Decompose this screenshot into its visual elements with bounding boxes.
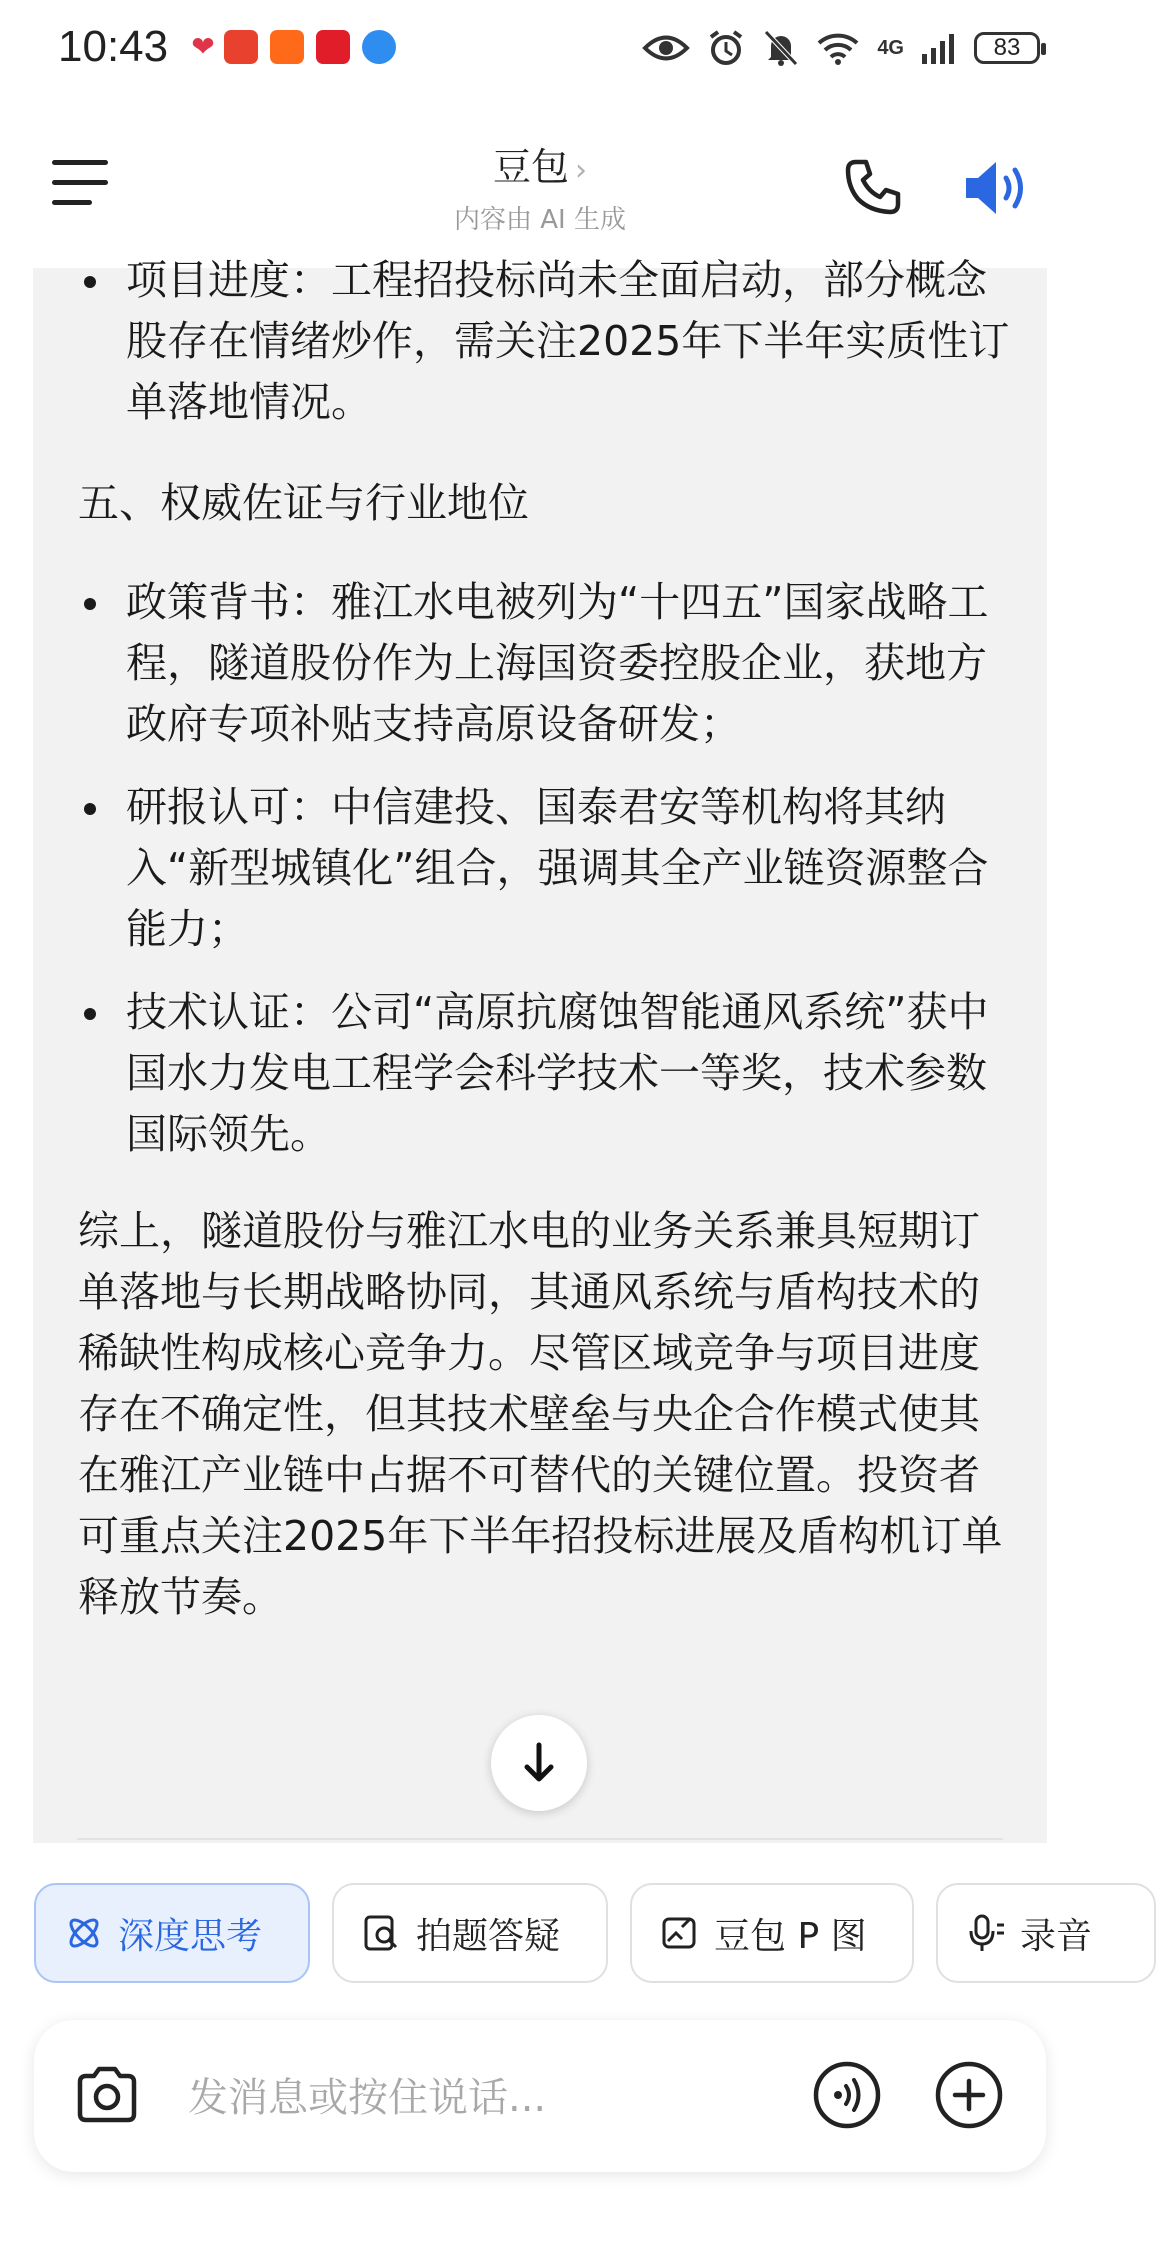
speaker-icon[interactable] xyxy=(962,158,1030,218)
wifi-icon xyxy=(817,31,859,65)
red-app-icon xyxy=(224,30,258,64)
divider xyxy=(77,1838,1003,1840)
camera-icon[interactable] xyxy=(74,2064,140,2126)
chip-photo-question[interactable] xyxy=(332,1883,608,1983)
phone-call-icon[interactable] xyxy=(842,156,904,218)
health-app-icon: ❤ xyxy=(186,30,220,64)
network-type: 4G xyxy=(877,36,904,59)
list-item: 政策背书：雅江水电被列为“十四五”国家战略工程，隧道股份作为上海国资委控股企业，获地方政府专项补贴支持高原设备研发； xyxy=(78,572,1018,755)
chat-title: 豆包 xyxy=(492,145,569,189)
status-time: 10:43 xyxy=(58,22,169,71)
taobao-icon xyxy=(270,30,304,64)
list-item: 技术认证：公司“高原抗腐蚀智能通风系统”获中国水力发电工程学会科学技术一等奖，技术参数国际领先。 xyxy=(78,982,1018,1165)
microphone-icon xyxy=(966,1913,1006,1953)
chip-image-edit[interactable] xyxy=(630,1883,914,1983)
chip-deep-thinking[interactable] xyxy=(34,1883,310,1983)
chip-label: 拍题答疑 xyxy=(416,1915,561,1957)
chevron-right-icon: › xyxy=(575,153,587,188)
blue-app-icon xyxy=(362,30,396,64)
mute-bell-icon xyxy=(763,29,799,67)
list-item: 研报认可：中信建投、国泰君安等机构将其纳入“新型城镇化”组合，强调其全产业链资源整合能力； xyxy=(78,777,1018,960)
eye-icon xyxy=(643,33,689,63)
alarm-icon xyxy=(707,29,745,67)
signal-icon xyxy=(922,32,956,64)
voice-mode-icon[interactable] xyxy=(812,2060,882,2130)
chat-title-area[interactable] xyxy=(0,136,1080,236)
message-input[interactable]: 发消息或按住说话... xyxy=(188,2075,547,2121)
list-item: 项目进度：工程招投标尚未全面启动，部分概念股存在情绪炒作，需关注2025年下半年实质性订单落地情况。 xyxy=(78,250,1018,433)
arrow-down-icon xyxy=(491,1715,587,1811)
image-edit-icon xyxy=(660,1913,700,1953)
chip-recording[interactable] xyxy=(936,1883,1156,1983)
message-input-bar[interactable] xyxy=(34,2020,1046,2172)
status-bar xyxy=(0,0,1080,100)
photo-search-icon xyxy=(362,1913,402,1953)
summary-paragraph: 综上，隧道股份与雅江水电的业务关系兼具短期订单落地与长期战略协同，其通风系统与盾构技术的稀缺性构成核心竞争力。尽管区域竞争与项目进度存在不确定性，但其技术壁垒与央企合作模式使其在雅江产业链中占据不可替代的关键位置。投资者可重点关注2025年下半年招投标进展及盾构机订单释放节奏。 xyxy=(78,1207,1003,1621)
scroll-to-bottom-button[interactable] xyxy=(491,1715,587,1811)
battery-indicator: 83 xyxy=(974,32,1040,64)
chat-header xyxy=(0,100,1080,268)
quick-action-chips xyxy=(0,1880,1093,1986)
add-icon[interactable] xyxy=(934,2060,1004,2130)
section-heading: 五、权威佐证与行业地位 xyxy=(78,479,529,527)
ai-disclaimer: 内容由 AI 生成 xyxy=(454,205,626,235)
chip-label: 豆包 P 图 xyxy=(714,1915,867,1957)
ai-message-bubble xyxy=(33,256,1047,1843)
chip-label: 录音 xyxy=(1020,1915,1093,1957)
xianyu-icon xyxy=(316,30,350,64)
atom-icon xyxy=(64,1913,104,1953)
chip-label: 深度思考 xyxy=(118,1915,263,1957)
